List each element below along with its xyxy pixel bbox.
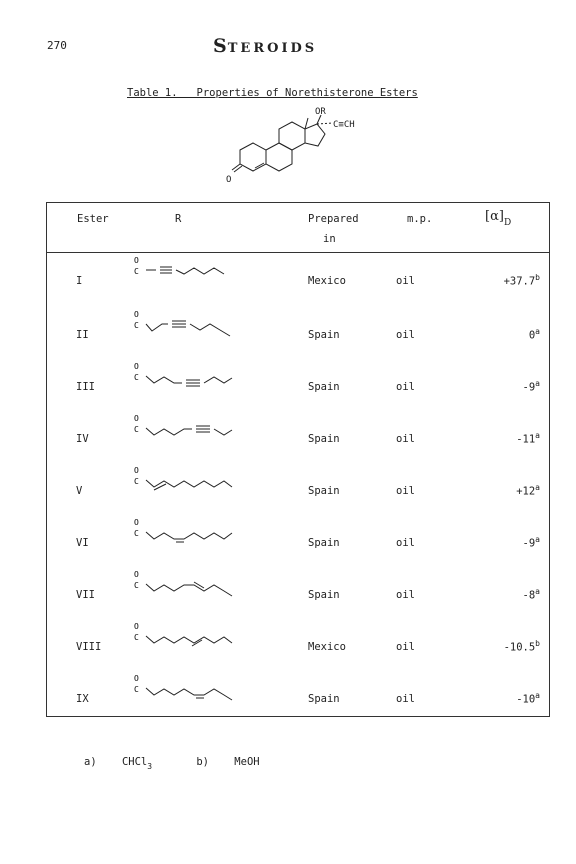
rotation-value: -8 [522,589,536,602]
ester-id: I [76,275,83,287]
carbonyl-carbon: C [134,581,139,590]
rotation-value: -11 [516,433,536,446]
carbonyl-oxygen: O [134,622,139,631]
carbonyl-oxygen: O [134,570,139,579]
r-group-structure [132,306,242,346]
prepared-in: Spain [308,381,340,393]
optical-rotation [529,327,540,342]
melting-point: oil [396,329,415,341]
acyl-chain [146,426,232,435]
footnote-marker: b [535,273,540,282]
optical-rotation [504,273,540,288]
acyl-chain [146,532,232,542]
r-group-structure [132,618,242,658]
table-row [46,252,550,304]
carbonyl-carbon: C [134,373,139,382]
acyl-chain [146,267,224,274]
melting-point: oil [396,485,415,497]
optical-rotation [516,483,540,498]
footnotes: a) CHCl$_3$ b) MeOH [84,756,260,771]
footnote-marker: a [535,691,540,700]
prepared-in: Spain [308,693,340,705]
rotation-value: +12 [516,485,536,498]
footnote-marker: a [535,379,540,388]
melting-point: oil [396,641,415,653]
table-row [46,410,550,462]
carbonyl-oxygen: O [134,518,139,527]
r-group-structure [132,514,242,554]
table-caption: Table 1. Properties of Norethisterone Esters [127,87,418,99]
header-prepared: Prepared [308,213,359,225]
carbonyl-oxygen: O [134,362,139,371]
table-row [46,306,550,358]
rotation-value: 0 [528,329,536,342]
ester-id: IX [76,693,89,705]
prepared-in: Mexico [308,275,346,287]
rotation-value: +37.7 [503,275,536,288]
melting-point: oil [396,275,415,287]
footnote-marker: a [535,535,540,544]
table-row [46,358,550,410]
acyl-chain [146,376,232,386]
optical-rotation [504,639,540,654]
melting-point: oil [396,381,415,393]
ester-id: II [76,329,89,341]
r-group-structure [132,252,242,292]
table-row [46,618,550,670]
footnote-marker: a [535,483,540,492]
optical-rotation [516,431,540,446]
rotation-value: -9 [522,537,536,550]
ester-id: V [76,485,83,497]
prepared-in: Spain [308,433,340,445]
acyl-chain [146,636,232,646]
journal-logo: STEROIDS [213,35,318,57]
carbonyl-carbon: C [134,267,139,276]
r-group-structure [132,462,242,502]
ethynyl-label: C≡CH [333,120,355,130]
prepared-in: Spain [308,485,340,497]
carbonyl-oxygen: O [134,256,139,265]
carbonyl-oxygen: O [134,466,139,475]
ester-id: VIII [76,641,102,653]
acyl-chain [146,688,232,700]
table-row [46,462,550,514]
carbonyl-oxygen: O [134,414,139,423]
r-group-structure [132,670,242,710]
optical-rotation [523,535,540,550]
header-ester: Ester [77,213,109,225]
r-group-structure [132,566,242,606]
or-label: OR [315,107,326,117]
norethisterone-structure [210,104,370,192]
prepared-in: Spain [308,329,340,341]
table-row [46,566,550,618]
carbonyl-oxygen: O [134,310,139,319]
footnote-marker: a [535,587,540,596]
carbonyl-carbon: C [134,529,139,538]
optical-rotation [523,587,540,602]
header-mp: m.p. [407,213,433,225]
oxo-label: O [226,175,232,185]
ester-id: VII [76,589,95,601]
acyl-chain [146,582,232,596]
prepared-in: Spain [308,537,340,549]
melting-point: oil [396,537,415,549]
rotation-value: -9 [522,381,536,394]
table-row [46,670,550,722]
rotation-value: -10.5 [503,641,536,654]
carbonyl-carbon: C [134,685,139,694]
carbonyl-carbon: C [134,633,139,642]
r-group-structure [132,358,242,398]
footnote-marker: b [535,639,540,648]
header-rotation: $[\alpha]_D$ [485,209,512,228]
melting-point: oil [396,589,415,601]
ester-id: VI [76,537,89,549]
footnote-marker: a [535,431,540,440]
carbonyl-carbon: C [134,321,139,330]
header-prepared-in: in [323,233,336,245]
optical-rotation [523,379,540,394]
prepared-in: Mexico [308,641,346,653]
carbonyl-carbon: C [134,477,139,486]
optical-rotation [516,691,540,706]
ester-id: IV [76,433,89,445]
footnote-marker: a [535,327,540,336]
header-r: R [175,213,182,225]
ester-id: III [76,381,95,393]
carbonyl-carbon: C [134,425,139,434]
carbonyl-oxygen: O [134,674,139,683]
melting-point: oil [396,693,415,705]
acyl-chain [146,321,230,336]
page-number: 270 [47,39,67,52]
table-row [46,514,550,566]
rotation-value: -10 [516,693,536,706]
r-group-structure [132,410,242,450]
prepared-in: Spain [308,589,340,601]
acyl-chain [146,480,232,490]
melting-point: oil [396,433,415,445]
